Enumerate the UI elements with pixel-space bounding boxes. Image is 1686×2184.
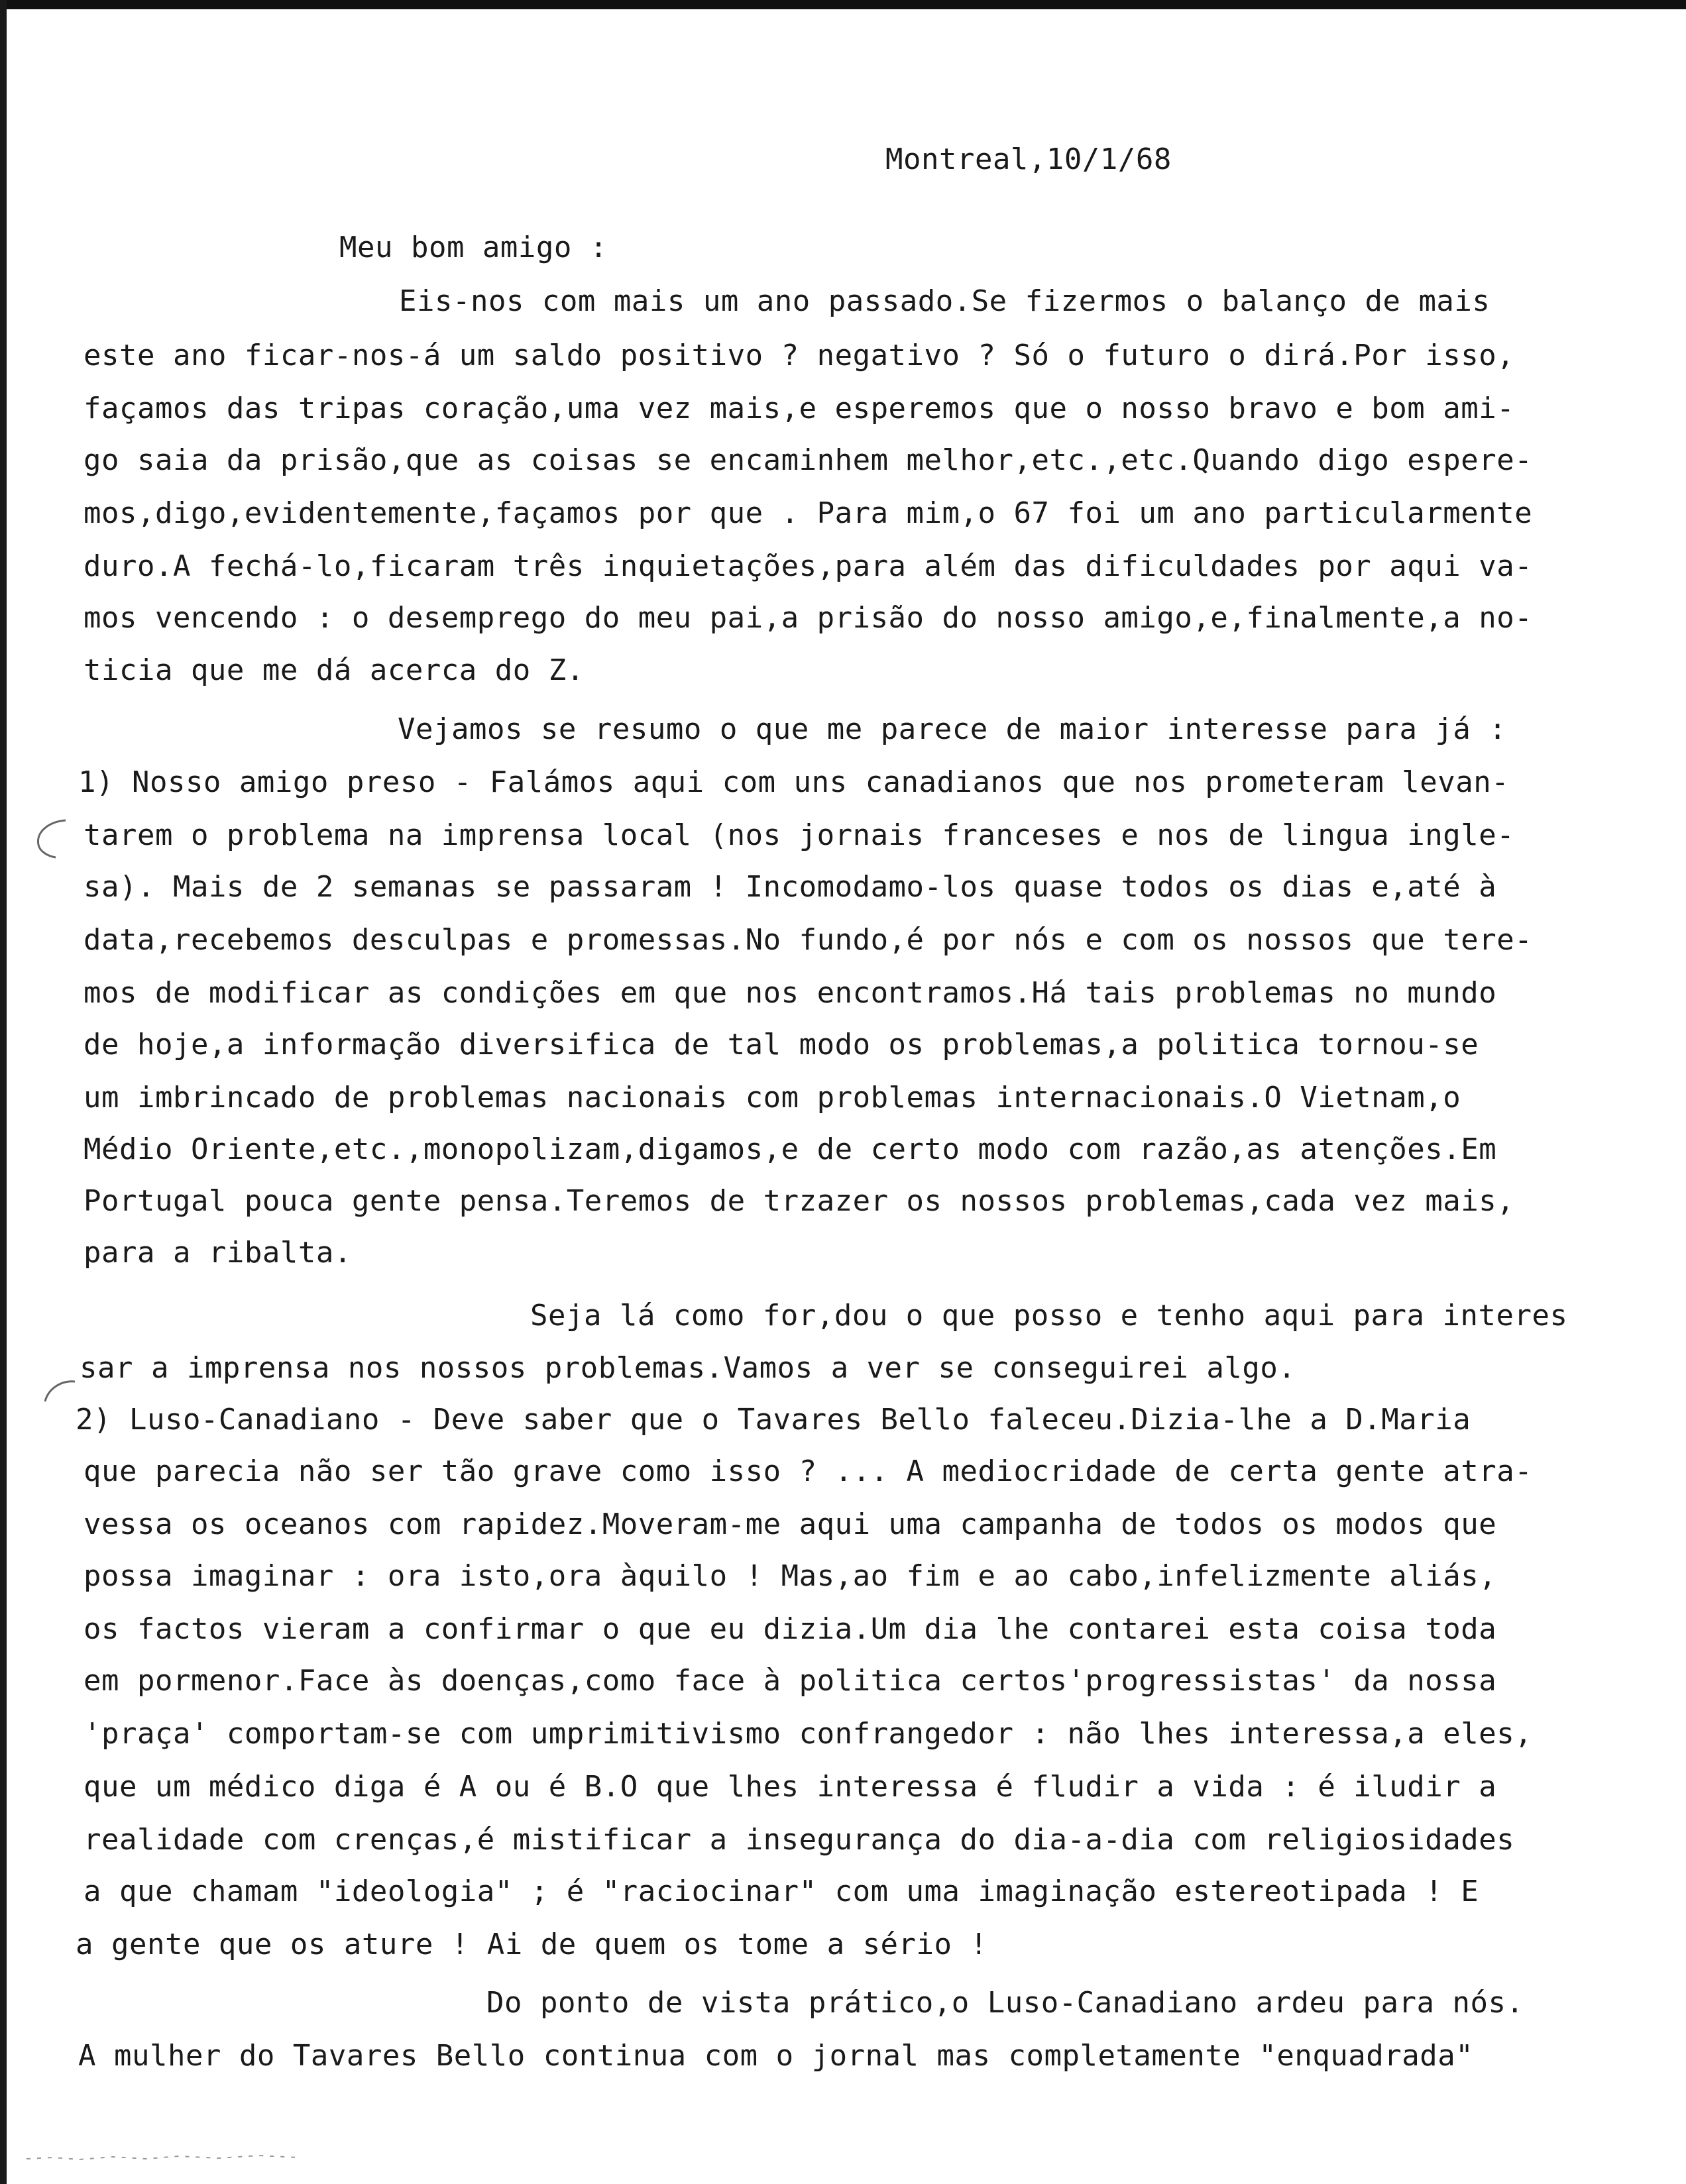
letter-line: go saia da prisão,que as coisas se encaminhem melhor,etc.,etc.Quando digo espere- (84, 443, 1533, 477)
letter-line: mos vencendo : o desemprego do meu pai,a prisão do nosso amigo,e,finalmente,a no- (84, 601, 1533, 635)
letter-line: a gente que os ature ! Ai de quem os tome a sério ! (76, 1928, 988, 1961)
letter-line: de hoje,a informação diversifica de tal modo os problemas,a politica tornou-se (84, 1028, 1479, 1062)
letter-line: para a ribalta. (84, 1236, 352, 1270)
letter-line: Portugal pouca gente pensa.Teremos de trzazer os nossos problemas,cada vez mais, (84, 1184, 1515, 1218)
letter-line: 1) Nosso amigo preso - Falámos aqui com uns canadianos que nos prometeram levan- (78, 765, 1510, 799)
letter-line: vessa os oceanos com rapidez.Moveram-me aqui uma campanha de todos os modos que (84, 1507, 1497, 1541)
letter-line: Seja lá como for,dou o que posso e tenho aqui para interes (530, 1299, 1568, 1333)
letter-line: mos de modificar as condições em que nos encontramos.Há tais problemas no mundo (84, 976, 1497, 1010)
scan-border-top (0, 0, 1686, 9)
letter-line: um imbrincado de problemas nacionais com problemas internacionais.O Vietnam,o (84, 1081, 1461, 1115)
letter-date: Montreal,10/1/68 (885, 142, 1172, 176)
letter-line: os factos vieram a confirmar o que eu dizia.Um dia lhe contarei esta coisa toda (84, 1612, 1497, 1646)
letter-line: sa). Mais de 2 semanas se passaram ! Incomodamo-los quase todos os dias e,até à (84, 870, 1497, 904)
letter-line: este ano ficar-nos-á um saldo positivo ? negativo ? Só o futuro o dirá.Por isso, (84, 339, 1515, 372)
scan-border-left (0, 0, 7, 2184)
letter-line: 2) Luso-Canadiano - Deve saber que o Tavares Bello faleceu.Dizia-lhe a D.Maria (76, 1403, 1471, 1437)
letter-line: mos,digo,evidentemente,façamos por que . Para mim,o 67 foi um ano particularmente (84, 496, 1533, 530)
letter-line: a que chamam "ideologia" ; é "raciocinar" com uma imaginação estereotipada ! E (84, 1875, 1479, 1908)
letter-line: Eis-nos com mais um ano passado.Se fizermos o balanço de mais (399, 284, 1490, 318)
letter-line: ticia que me dá acerca do Z. (84, 653, 585, 687)
letter-line: façamos das tripas coração,uma vez mais,e esperemos que o nosso bravo e bom ami- (84, 392, 1515, 425)
letter-line: que parecia não ser tão grave como isso ? ... A mediocridade de certa gente atra- (84, 1454, 1533, 1488)
letter-line: em pormenor.Face às doenças,como face à politica certos'progressistas' da nossa (84, 1664, 1497, 1698)
letter-line: sar a imprensa nos nossos problemas.Vamos a ver se conseguirei algo. (80, 1351, 1296, 1385)
letter-salutation: Meu bom amigo : (339, 231, 608, 264)
letter-line: Médio Oriente,etc.,monopolizam,digamos,e de certo modo com razão,as atenções.Em (84, 1132, 1497, 1166)
scan-smudge-icon (27, 2147, 305, 2167)
letter-line: A mulher do Tavares Bello continua com o jornal mas completamente "enquadrada" (78, 2039, 1474, 2073)
letter-line: Do ponto de vista prático,o Luso-Canadiano ardeu para nós. (486, 1986, 1524, 2020)
letter-line: que um médico diga é A ou é B.O que lhes interessa é fludir a vida : é iludir a (84, 1770, 1497, 1804)
letter-line: Vejamos se resumo o que me parece de maior interesse para já : (398, 712, 1507, 746)
letter-line: possa imaginar : ora isto,ora àquilo ! Mas,ao fim e ao cabo,infelizmente aliás, (84, 1559, 1497, 1593)
letter-line: 'praça' comportam-se com umprimitivismo confrangedor : não lhes interessa,a eles, (84, 1717, 1533, 1751)
letter-line: duro.A fechá-lo,ficaram três inquietações,para além das dificuldades por aqui va- (84, 549, 1533, 583)
margin-pencil-mark-icon (38, 1375, 78, 1408)
letter-line: realidade com crenças,é mistificar a insegurança do dia-a-dia com religiosidades (84, 1823, 1515, 1857)
letter-line: data,recebemos desculpas e promessas.No fundo,é por nós e com os nossos que tere- (84, 923, 1533, 957)
margin-pencil-mark-icon (29, 815, 69, 861)
letter-line: tarem o problema na imprensa local (nos jornais franceses e nos de lingua ingle- (84, 818, 1515, 852)
